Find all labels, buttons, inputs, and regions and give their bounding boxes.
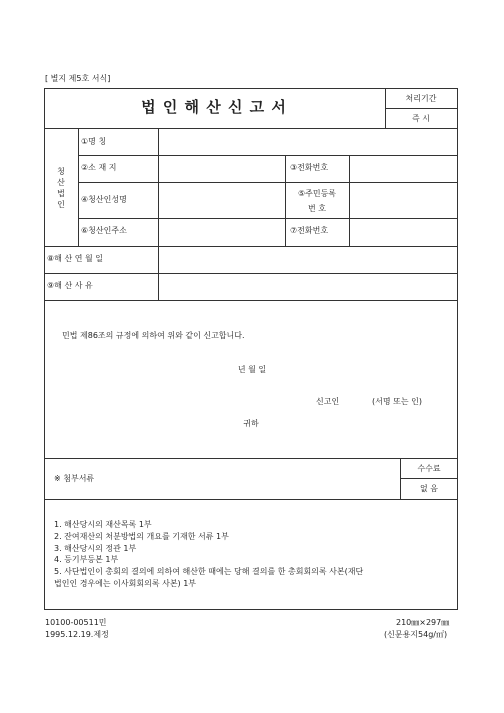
attachments-top-line	[44, 458, 458, 459]
attachments-label: ※ 첨부서류	[54, 474, 95, 483]
sub-label-left-line	[285, 155, 286, 246]
phone-field[interactable]	[350, 156, 457, 182]
form-title: 법 인 해 산 신 고 서	[141, 98, 287, 116]
label-dissolution-date: ⑧해 산 연 월 일	[47, 254, 103, 263]
section-label-2: 산	[57, 178, 65, 187]
label-dissolution-reason: ⑨해 산 사 유	[47, 281, 93, 290]
processing-label: 처리기간	[405, 94, 437, 103]
footer-paper: (신문용지54g/㎡)	[384, 630, 448, 639]
frame-top	[44, 88, 458, 89]
liquidator-name-field[interactable]	[159, 183, 285, 218]
frame-right	[457, 88, 458, 610]
liquidator-address-field[interactable]	[159, 219, 285, 246]
declaration-text: 민법 제86조의 규정에 의하여 위와 같이 신고합니다.	[62, 331, 245, 340]
label-resident-no-1: ⑤주민등록	[297, 189, 337, 198]
reporter-sign: (서명 또는 인)	[372, 397, 422, 406]
address-field[interactable]	[159, 156, 285, 182]
list-item: 1. 해산당시의 재산목록 1부	[54, 520, 152, 529]
processing-value: 즉 시	[412, 114, 430, 123]
section-label-1: 청	[57, 167, 65, 176]
list-item: 법인인 경우에는 이사회회의록 사본) 1부	[54, 578, 197, 588]
fee-mid-line	[400, 478, 458, 479]
phone-2-field[interactable]	[350, 219, 457, 246]
section-col-line	[78, 128, 79, 246]
label-liquidator-name: ④청산인성명	[81, 195, 127, 204]
recipient: 귀하	[243, 419, 259, 428]
reporter-label: 신고인	[316, 397, 340, 406]
footer-date: 1995.12.19.제정	[45, 630, 109, 639]
frame-bottom	[44, 609, 458, 610]
label-address: ②소 재 지	[81, 163, 117, 172]
date-line: 년 월 일	[237, 365, 267, 374]
footer-code: 10100-00511민	[45, 618, 107, 627]
attachments-list	[54, 519, 363, 590]
label-liquidator-address: ⑥청산인주소	[81, 226, 127, 235]
label-phone: ③전화번호	[290, 163, 329, 172]
label-resident-no-2: 번 호	[308, 204, 326, 213]
section-label-3: 법	[57, 189, 65, 198]
list-item: 4. 등기부등본 1부	[54, 555, 119, 565]
fee-value: 없 음	[420, 484, 438, 493]
form-number: [ 별지 제5호 서식]	[45, 74, 111, 83]
list-item: 2. 잔여재산의 처분방법의 개요를 기재한 서류 1부	[54, 531, 229, 541]
list-item: 5. 사단법인이 총회의 결의에 의하여 해산한 때에는 당해 결의를 한 총회회의록 사본(재단	[54, 567, 364, 577]
fee-label: 수수료	[417, 464, 441, 473]
frame-left	[44, 88, 45, 610]
label-phone-2: ⑦전화번호	[290, 226, 329, 235]
dissolution-date-field[interactable]	[159, 247, 457, 273]
row-line-6	[44, 300, 458, 301]
processing-mid	[385, 108, 458, 109]
section-label-4: 인	[57, 200, 65, 209]
attachments-header-line	[44, 499, 458, 500]
label-name: ①명 칭	[81, 137, 107, 146]
list-item: 3. 해산당시의 정관 1부	[54, 543, 137, 553]
dissolution-reason-field[interactable]	[159, 274, 457, 300]
name-field[interactable]	[159, 129, 457, 155]
resident-no-field[interactable]	[350, 183, 457, 218]
footer-size: 210㎜×297㎜	[396, 618, 450, 627]
